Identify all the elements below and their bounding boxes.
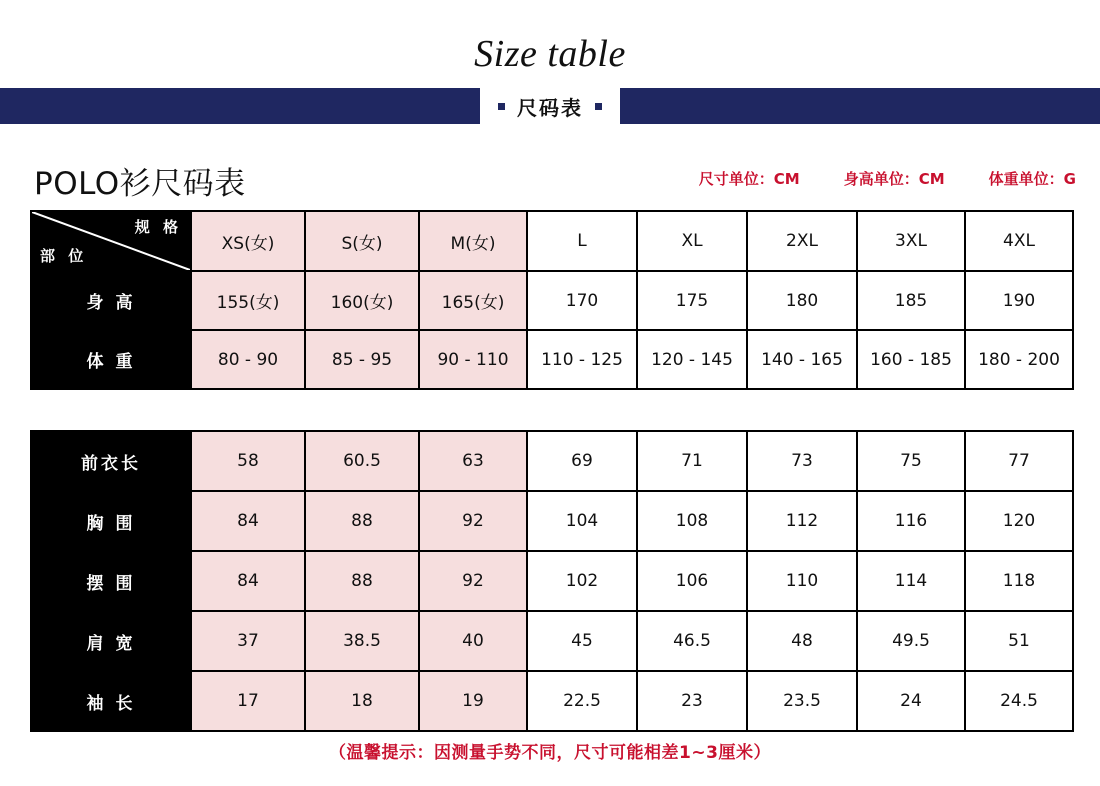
table-row [31,551,1073,611]
row-label-shoulder: 肩 宽 [31,611,191,671]
cell-sleeve-3xl: 24 [857,671,965,731]
row-label-sleeve: 袖 长 [31,671,191,731]
corner-top-label: 规 格 [134,218,182,236]
cell-weight-4xl: 180 - 200 [965,330,1073,389]
cell-height-4xl: 190 [965,271,1073,330]
square-bullet-right-icon [595,103,602,110]
cell-weight-3xl: 160 - 185 [857,330,965,389]
cell-weight-2xl: 140 - 165 [747,330,857,389]
table-row [31,491,1073,551]
cell-front-length-xl: 71 [637,431,747,491]
cell-chest-xs: 84 [191,491,305,551]
table-row [31,271,1073,330]
cell-front-length-s: 60.5 [305,431,419,491]
section-title-row [0,158,1100,202]
size-table-bottom [30,430,1074,732]
cell-sleeve-4xl: 24.5 [965,671,1073,731]
size-header-xs: XS(女) [191,211,305,271]
section-title: POLO衫尺码表 [34,166,246,202]
cell-weight-s: 85 - 95 [305,330,419,389]
cell-height-s: 160(女) [305,271,419,330]
header-subtitle: 尺码表 [517,95,583,120]
cell-sleeve-2xl: 23.5 [747,671,857,731]
row-label-hem: 摆 围 [31,551,191,611]
cell-shoulder-l: 45 [527,611,637,671]
cell-hem-s: 88 [305,551,419,611]
cell-front-length-m: 63 [419,431,527,491]
cell-height-2xl: 180 [747,271,857,330]
cell-height-xs: 155(女) [191,271,305,330]
cell-chest-s: 88 [305,491,419,551]
cell-shoulder-m: 40 [419,611,527,671]
cell-chest-m: 92 [419,491,527,551]
size-header-4xl: 4XL [965,211,1073,271]
unit-height: 身高单位：CM [843,170,945,188]
cell-front-length-l: 69 [527,431,637,491]
table-row [31,431,1073,491]
header-subtitle-group [480,88,620,124]
size-header-m: M(女) [419,211,527,271]
table-row [31,671,1073,731]
cell-chest-2xl: 112 [747,491,857,551]
cell-height-3xl: 185 [857,271,965,330]
cell-weight-l: 110 - 125 [527,330,637,389]
size-header-xl: XL [637,211,747,271]
cell-hem-l: 102 [527,551,637,611]
cell-weight-xl: 120 - 145 [637,330,747,389]
cell-chest-3xl: 116 [857,491,965,551]
cell-height-xl: 175 [637,271,747,330]
cell-sleeve-s: 18 [305,671,419,731]
corner-header-cell [31,211,191,271]
cell-sleeve-xl: 23 [637,671,747,731]
cell-hem-xs: 84 [191,551,305,611]
square-bullet-left-icon [498,103,505,110]
cell-sleeve-m: 19 [419,671,527,731]
cell-shoulder-xl: 46.5 [637,611,747,671]
cell-sleeve-xs: 17 [191,671,305,731]
corner-bottom-label: 部 位 [40,247,88,265]
cell-sleeve-l: 22.5 [527,671,637,731]
unit-size: 尺寸单位：CM [698,170,800,188]
page-header [0,0,1100,128]
cell-shoulder-2xl: 48 [747,611,857,671]
unit-weight: 体重单位：G [988,170,1076,188]
page-title: Size table [474,33,626,75]
cell-height-m: 165(女) [419,271,527,330]
cell-shoulder-s: 38.5 [305,611,419,671]
cell-hem-4xl: 118 [965,551,1073,611]
cell-chest-l: 104 [527,491,637,551]
cell-hem-m: 92 [419,551,527,611]
table-row [31,330,1073,389]
cell-hem-2xl: 110 [747,551,857,611]
cell-shoulder-xs: 37 [191,611,305,671]
cell-shoulder-4xl: 51 [965,611,1073,671]
cell-hem-xl: 106 [637,551,747,611]
size-header-s: S(女) [305,211,419,271]
size-header-2xl: 2XL [747,211,857,271]
row-label-chest: 胸 围 [31,491,191,551]
footnote-text: （温馨提示：因测量手势不同，尺寸可能相差1~3厘米） [329,743,771,763]
cell-chest-xl: 108 [637,491,747,551]
table-row [31,611,1073,671]
unit-labels [699,168,1076,189]
cell-front-length-xs: 58 [191,431,305,491]
cell-hem-3xl: 114 [857,551,965,611]
cell-shoulder-3xl: 49.5 [857,611,965,671]
size-header-l: L [527,211,637,271]
cell-weight-m: 90 - 110 [419,330,527,389]
cell-chest-4xl: 120 [965,491,1073,551]
row-label-height: 身 高 [31,271,191,330]
cell-front-length-2xl: 73 [747,431,857,491]
table-row [31,211,1073,271]
cell-front-length-3xl: 75 [857,431,965,491]
size-header-3xl: 3XL [857,211,965,271]
row-label-front-length: 前衣长 [31,431,191,491]
cell-height-l: 170 [527,271,637,330]
size-table-top [30,210,1074,390]
row-label-weight: 体 重 [31,330,191,389]
cell-front-length-4xl: 77 [965,431,1073,491]
cell-weight-xs: 80 - 90 [191,330,305,389]
